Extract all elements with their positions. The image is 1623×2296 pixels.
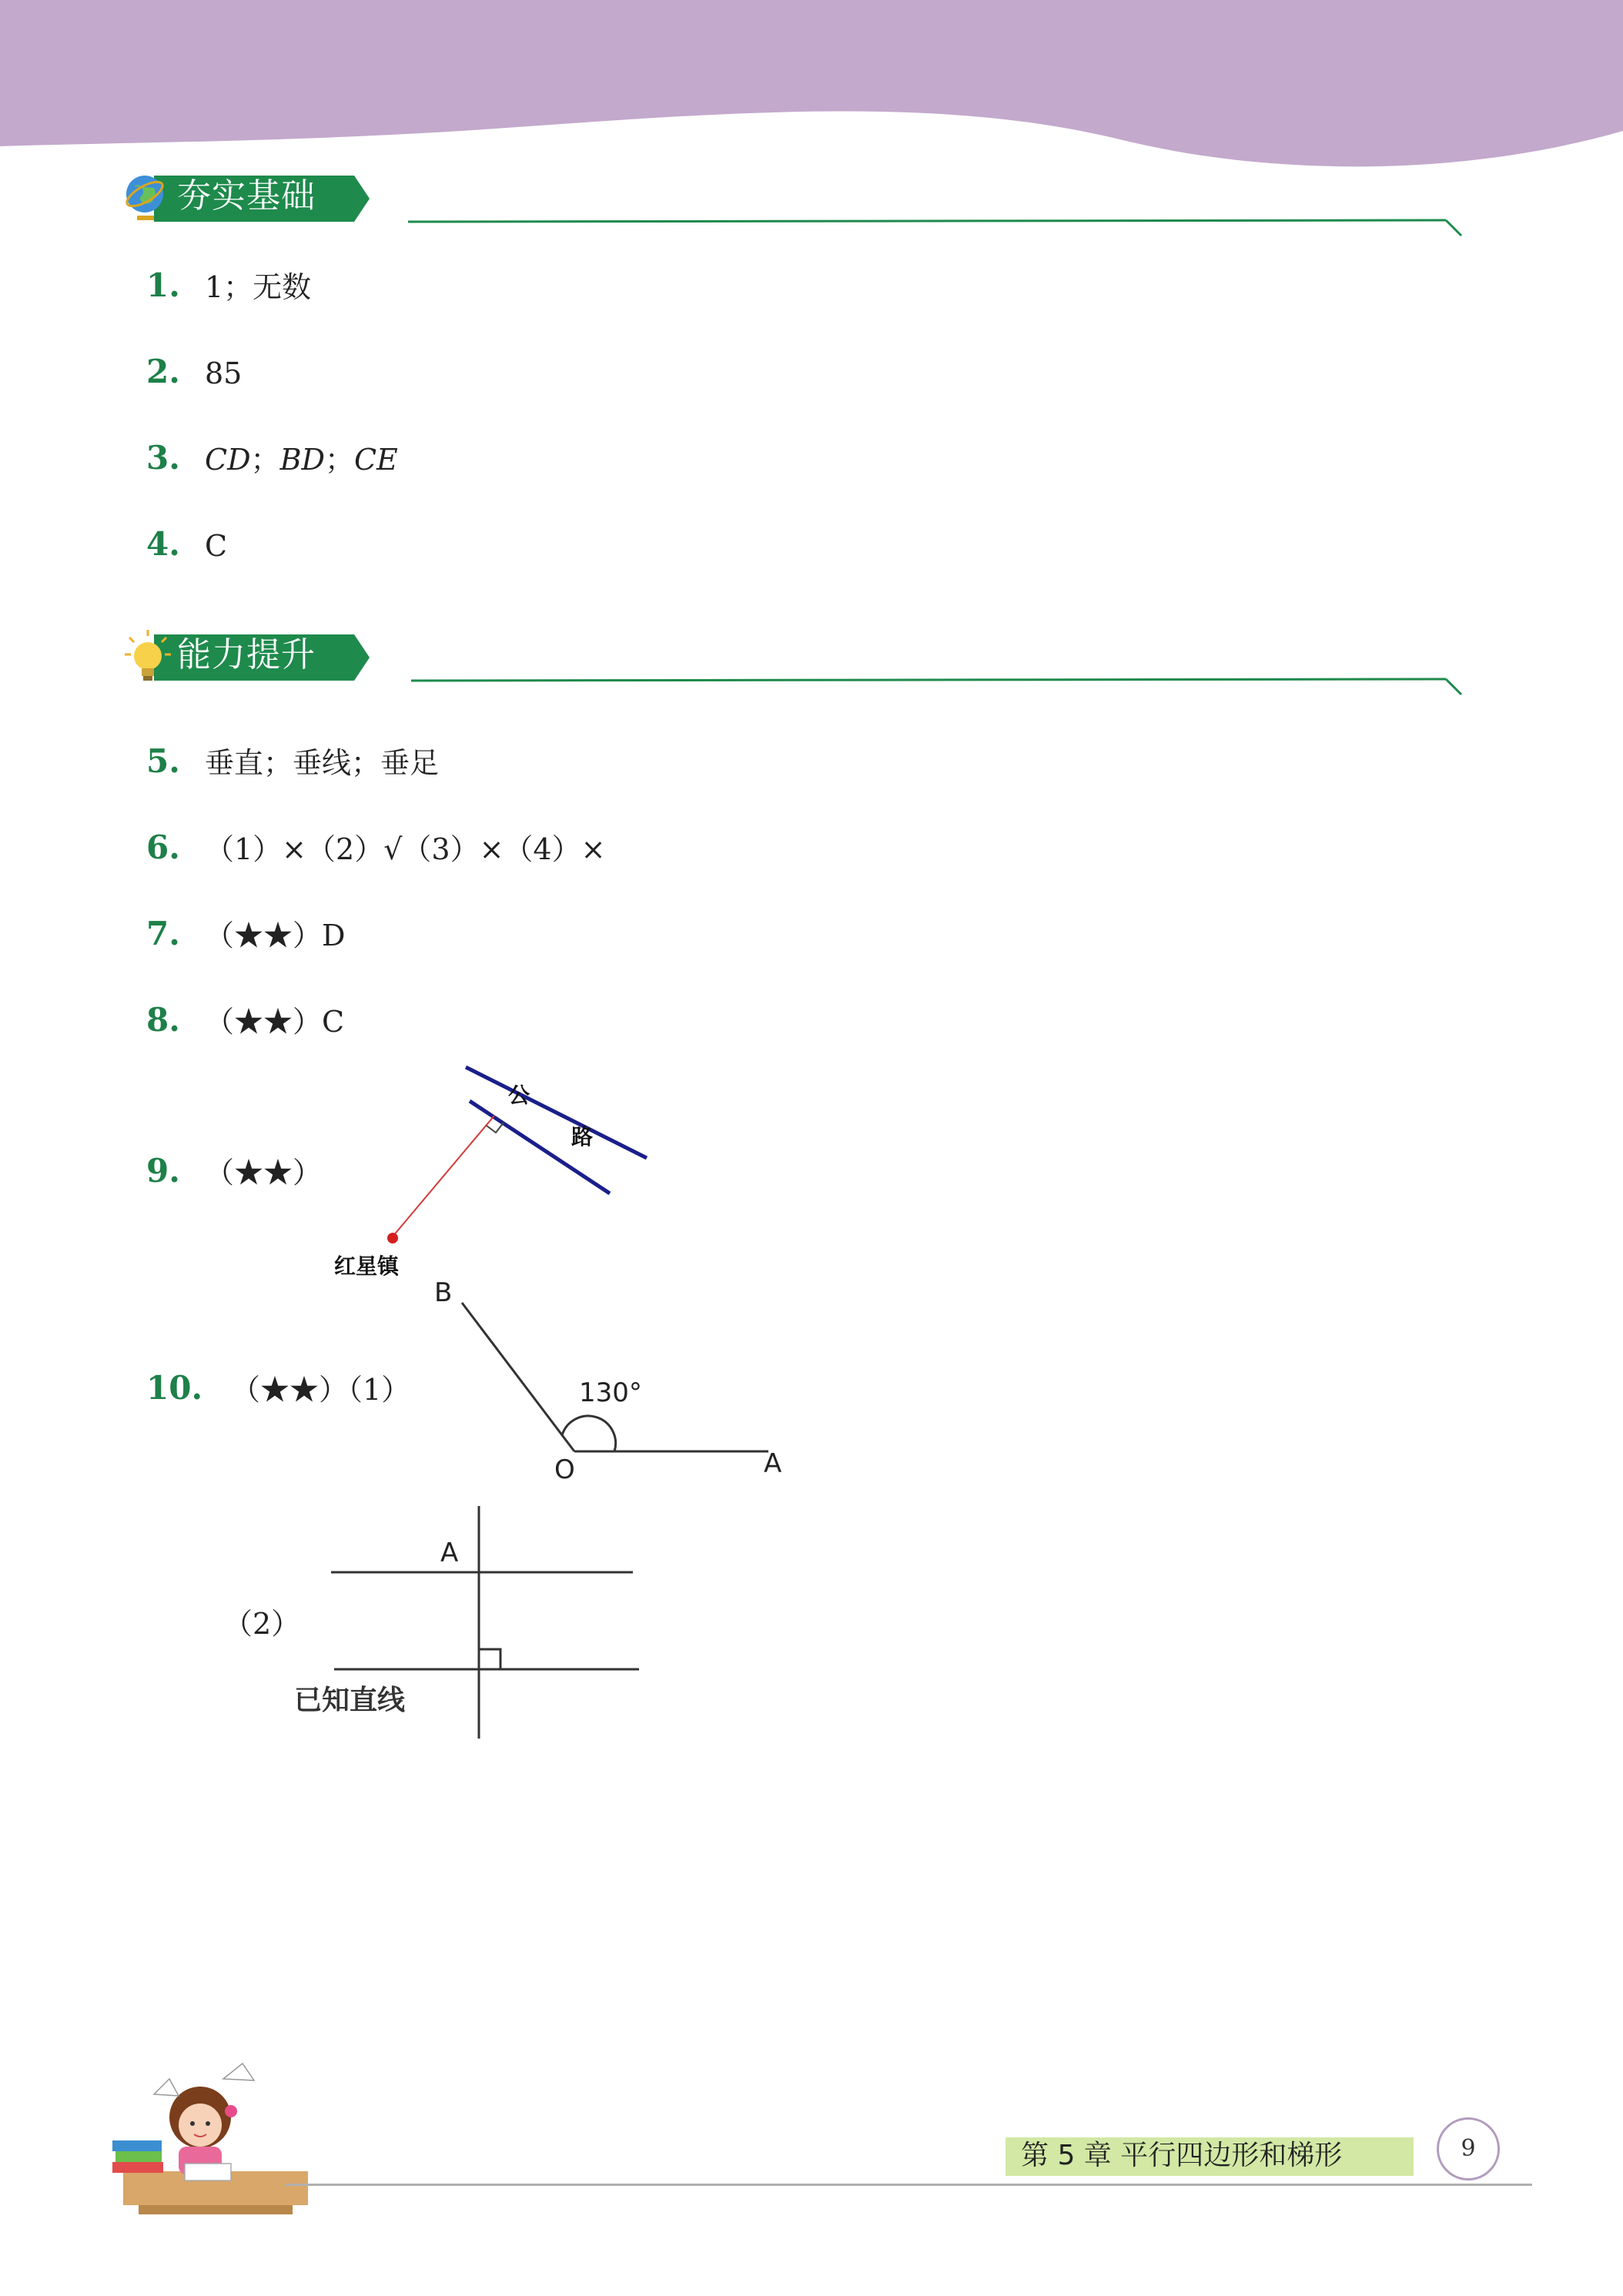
girl-reading-illustration <box>108 2048 323 2217</box>
question-answer: （★★）D <box>205 919 346 952</box>
separator: ； <box>250 443 280 477</box>
angle-figure <box>423 1270 808 1494</box>
footer-divider <box>285 2184 1532 2186</box>
angle-label-o: O <box>554 1454 575 1485</box>
question-number: 10. <box>146 1369 203 1407</box>
question-number: 3. <box>146 439 180 477</box>
perp-label-a: A <box>440 1538 459 1568</box>
question-answer: 1；无数 <box>205 270 312 304</box>
question-answer: C <box>205 529 228 563</box>
question-number: 7. <box>146 915 180 952</box>
separator: ； <box>324 443 354 477</box>
question-answer: （★★）（1） <box>231 1373 411 1407</box>
question-number: 4. <box>146 525 180 563</box>
segment-bd: BD <box>279 443 325 477</box>
section-basic-title: 夯实基础 <box>177 176 316 216</box>
question-number: 2. <box>146 353 180 390</box>
question-answer: 垂直；垂线；垂足 <box>205 746 440 780</box>
question-answer: （1）×（2）√（3）×（4）× <box>205 832 606 866</box>
question-number: 5. <box>146 742 180 780</box>
perpendicular-figure <box>285 1494 654 1748</box>
footer-chapter-tag <box>1006 2137 1414 2176</box>
question-number: 6. <box>146 828 180 866</box>
question-number: 9. <box>146 1152 180 1190</box>
road-char-1: 公 <box>508 1083 530 1108</box>
question-answer: （★★）C <box>205 1005 345 1039</box>
angle-value: 130° <box>579 1377 642 1408</box>
page-number <box>1437 2117 1500 2181</box>
globe-icon <box>123 171 169 226</box>
section-advanced-title: 能力提升 <box>177 635 316 674</box>
footer-chapter-title: 第 5 章 平行四边形和梯形 <box>1021 2140 1343 2171</box>
known-line-label: 已知直线 <box>294 1685 406 1716</box>
question-answer: （★★） <box>205 1156 323 1190</box>
question-answer: 85 <box>205 356 243 390</box>
question-answer <box>205 442 398 477</box>
angle-label-a: A <box>764 1448 782 1479</box>
section-basic-header <box>123 171 1463 222</box>
page-number-text: 9 <box>1461 2135 1476 2162</box>
segment-cd: CD <box>205 443 251 477</box>
segment-ce: CE <box>353 443 398 477</box>
header-banner <box>0 0 1623 177</box>
road-figure <box>323 1055 678 1286</box>
question-number: 8. <box>146 1001 180 1039</box>
lightbulb-icon <box>123 630 172 688</box>
question-number: 1. <box>146 266 180 304</box>
road-char-2: 路 <box>571 1124 594 1150</box>
angle-label-b: B <box>434 1277 453 1308</box>
town-label: 红星镇 <box>334 1253 400 1279</box>
